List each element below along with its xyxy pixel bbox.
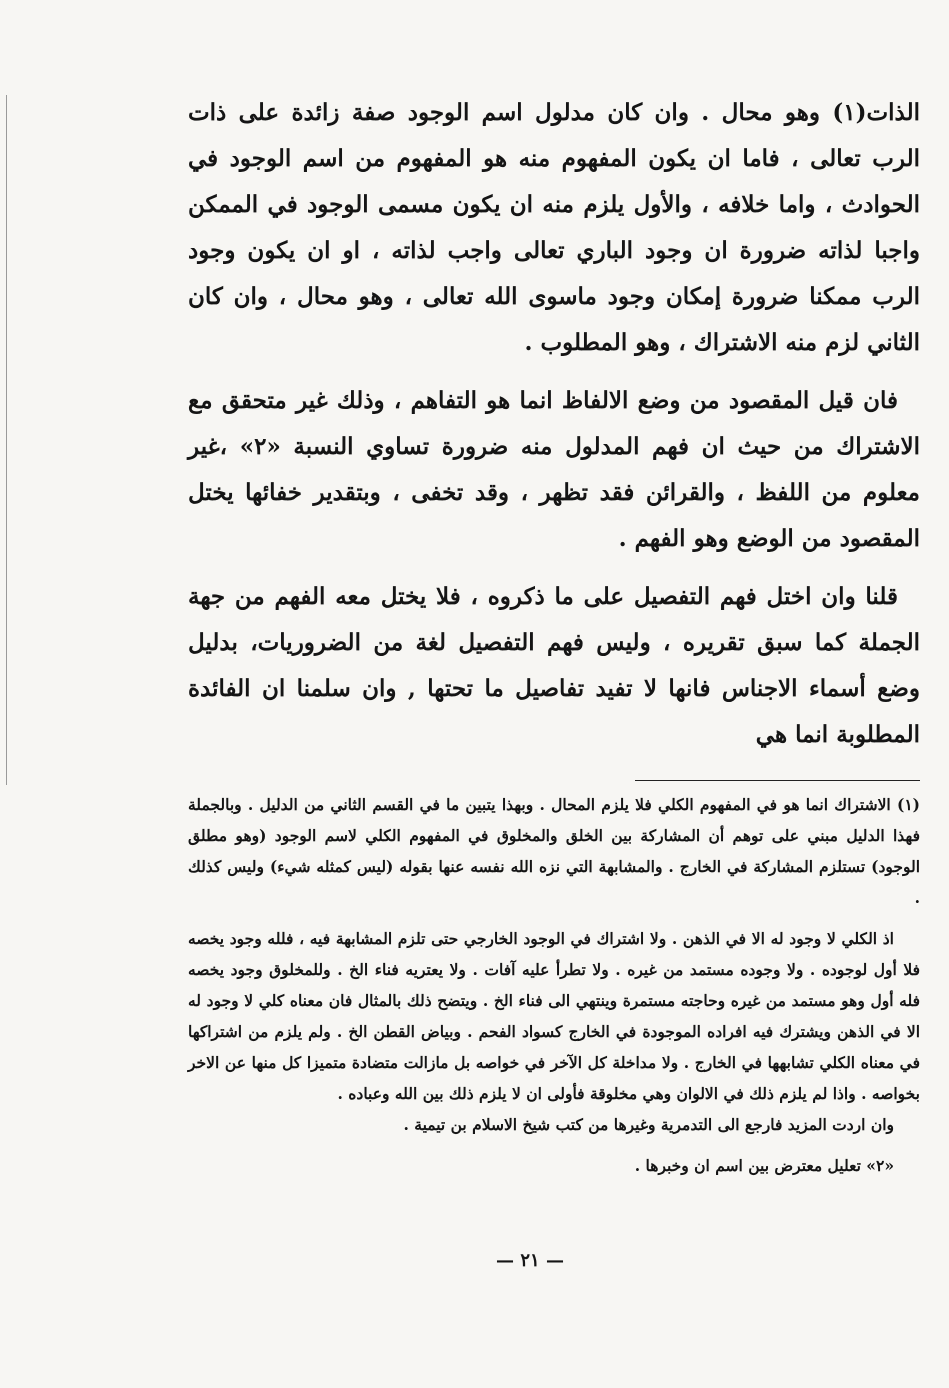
footnote-1: (١) الاشتراك انما هو في المفهوم الكلي فلا يلزم المحال . وبهذا يتبين ما في القسم الثاني من الدليل . وبالجملة فهذا الدليل مبني على توهم أن المشاركة بين الخلق والمخلوق في المفهوم الكلي لاسم الوجود (وهو مطلق الوجود) تستلزم المشاركة في الخارج . والمشابهة التي نزه الله نفسه عنها بقوله (ليس كمثله شيء) وليس كذلك . bbox=[188, 795, 920, 907]
footnote-1-continued: اذ الكلي لا وجود له الا في الذهن . ولا اشتراك في الوجود الخارجي حتى تلزم المشابهة فيه ، فلله وجود يخصه فلا أول لوجوده . ولا وجوده مستمد من غيره . ولا تطرأ عليه آفات . ولا يعتريه فناء الخ . وللمخلوق وجود يخصه فله أول وهو مستمد من غيره وحاجته مستمرة وينتهي الى فناء الخ . ويتضح ذلك بالمثال فان معناه كلي لا وجود له الا في الذهن ويشترك فيه افراده الموجودة في الخارج كسواد الفحم . وبياض القطن الخ . ولم يلزم من اشتراكها في معناه الكلي تشابهها في الخارج . ولا مداخلة كل الآخر في خواصه بل مازالت متضادة متميزا كل منها عن الاخر بخواصه . واذا لم يلزم ذلك في الالوان وهي مخلوقة فأولى ان لا يلزم ذلك بين الله وعباده . bbox=[188, 929, 920, 1103]
page-number: — ٢١ — bbox=[496, 1250, 564, 1271]
body-paragraph-3: قلنا وان اختل فهم التفصيل على ما ذكروه ، فلا يختل معه الفهم من جهة الجملة كما سبق تقريره ، وليس فهم التفصيل لغة من الضروريات، بدليل وضع أسماء الاجناس فانها لا تفيد تفاصيل ما تحتها , وان سلمنا ان الفائدة المطلوبة انما هي bbox=[188, 583, 920, 748]
body-paragraph-1: الذات(١) وهو محال . وان كان مدلول اسم الوجود صفة زائدة على ذات الرب تعالى ، فاما ان يكون المفهوم منه هو المفهوم من اسم الوجود في الحوادث ، واما خلافه ، والأول يلزم منه ان يكون مسمى الوجود في الممكن واجبا لذاته ضرورة ان وجود الباري تعالى واجب لذاته ، او ان يكون وجود الرب ممكنا ضرورة إمكان وجود ماسوى الله تعالى ، وهو محال ، وان كان الثاني لزم منه الاشتراك ، وهو المطلوب . bbox=[188, 99, 920, 356]
margin-line bbox=[6, 95, 7, 785]
body-paragraph-2: فان قيل المقصود من وضع الالفاظ انما هو التفاهم ، وذلك غير متحقق مع الاشتراك من حيث ان فهم المدلول منه ضرورة تساوي النسبة «٢» ،غير معلوم من اللفظ ، والقرائن فقد تظهر ، وقد تخفى ، وبتقدير خفائها يختل المقصود من الوضع وهو الفهم . bbox=[188, 387, 921, 552]
footnote-1-reference: وان اردت المزيد فارجع الى التدمرية وغيرها من كتب شيخ الاسلام بن تيمية . bbox=[403, 1115, 894, 1134]
document-page bbox=[188, 90, 920, 1340]
footnote-separator bbox=[635, 780, 920, 781]
footnote-2: «٢» تعليل معترض بين اسم ان وخبرها . bbox=[634, 1156, 894, 1175]
